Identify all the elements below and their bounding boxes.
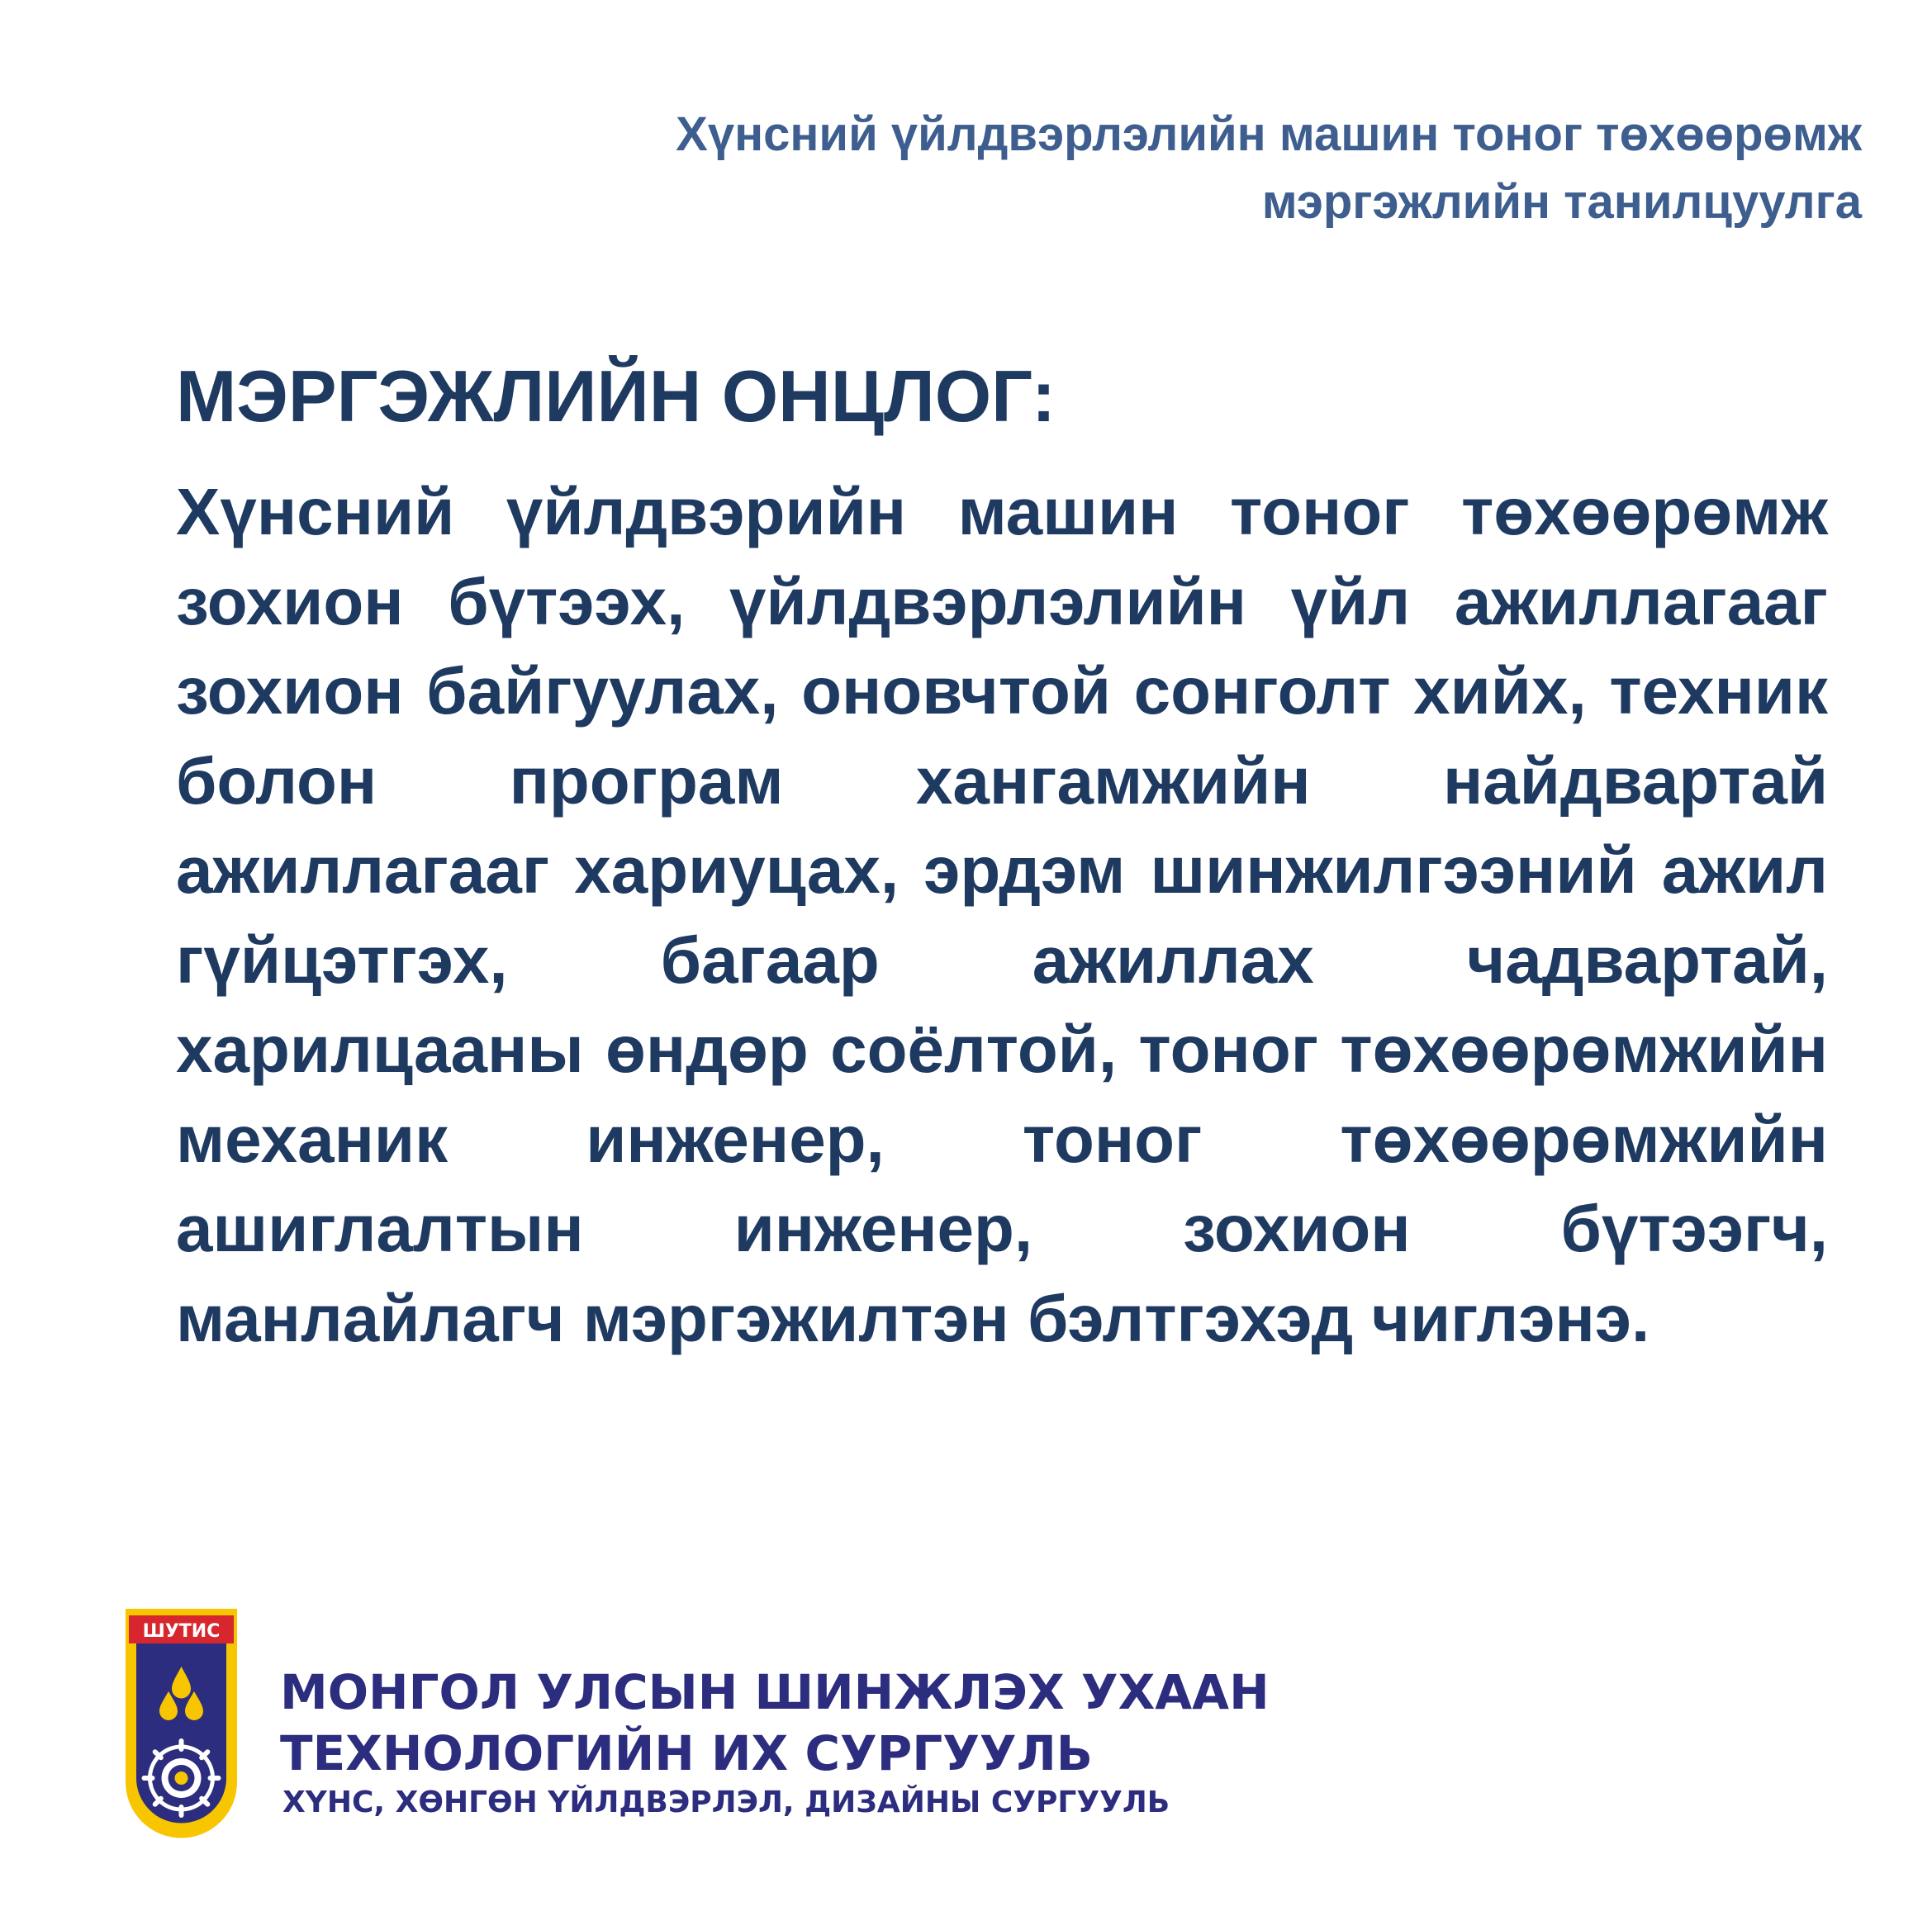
section-body: Хүнсний үйлдвэрийн машин тоног төхөөрөмж зохион бүтээх, үйлдвэрлэлийн үйл ажиллагааг зохион байгуулах, оновчтой сонголт хийх, техник болон програм хангамжийн найдвартай ажиллагааг хариуцах, эрдэм шинжилгээний ажил гүйцэтгэх, багаар ажиллах чадвартай, харилцааны өндөр соёлтой, тоног төхөөрөмжийн механик инженер, тоног төхөөрөмжийн ашиглалтын инженер, зохион бүтээгч, манлайлагч мэргэжилтэн бэлтгэхэд чиглэнэ.: [176, 475, 1828, 1355]
university-emblem-icon: [126, 1609, 237, 1840]
footer: [126, 1609, 1365, 1840]
section-title: МЭРГЭЖЛИЙН ОНЦЛОГ:: [176, 355, 1056, 437]
school-name: ХҮНС, ХӨНГӨН ҮЙЛДВЭРЛЭЛ, ДИЗАЙНЫ СУРГУУЛЬ: [282, 1786, 1170, 1819]
emblem-label: ШУТИС: [142, 1621, 221, 1642]
university-name-line-2: ТЕХНОЛОГИЙН ИХ СУРГУУЛЬ: [280, 1725, 1094, 1781]
university-name: [280, 1662, 1270, 1784]
main-content: [176, 355, 1828, 1363]
university-name-line-1: МОНГОЛ УЛСЫН ШИНЖЛЭХ УХААН: [280, 1664, 1270, 1720]
header-line-1: Хүнсний үйлдвэрлэлийн машин тоног төхөөрөмж: [676, 107, 1862, 161]
document-header: [676, 101, 1862, 236]
header-line-2: мэргэжлийн танилцуулга: [1261, 175, 1862, 229]
